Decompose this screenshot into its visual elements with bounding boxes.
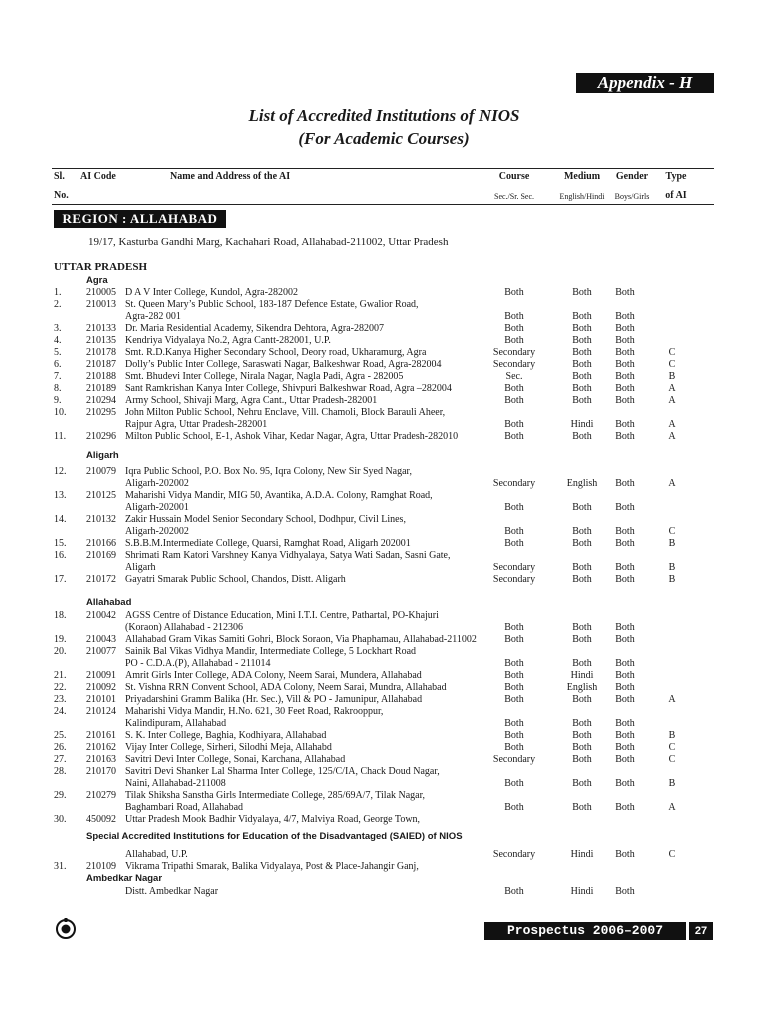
cell-course: Both bbox=[504, 311, 524, 322]
section-allahabad: Allahabad bbox=[86, 597, 132, 608]
cell-type: A bbox=[668, 478, 676, 489]
page-number: 27 bbox=[689, 922, 713, 940]
table-row bbox=[0, 814, 768, 826]
cell-type: A bbox=[668, 802, 676, 813]
table-row bbox=[0, 323, 768, 335]
cell-code: 210101 bbox=[86, 694, 116, 705]
cell-medium: Both bbox=[572, 359, 592, 370]
footer-prospectus: Prospectus 2006–2007 bbox=[484, 922, 686, 940]
cell-gender: Both bbox=[615, 335, 635, 346]
nios-logo-icon bbox=[55, 917, 77, 939]
cell-code: 210013 bbox=[86, 299, 116, 310]
cell-code: 210296 bbox=[86, 431, 116, 442]
cell-name: Tilak Shiksha Sanstha Girls Intermediate College, 285/69A/7, Tilak Nagar, bbox=[125, 790, 426, 801]
cell-gender: Both bbox=[615, 634, 635, 645]
cell-course: Both bbox=[504, 395, 524, 406]
header-top-rule bbox=[52, 168, 714, 169]
table-row bbox=[0, 371, 768, 383]
table-row bbox=[0, 574, 768, 586]
appendix-label: Appendix - H bbox=[576, 73, 714, 93]
cell-medium: Both bbox=[572, 502, 592, 513]
cell-name: Uttar Pradesh Mook Badhir Vidyalaya, 4/7, Malviya Road, George Town, bbox=[125, 814, 421, 825]
cell-sl: 16. bbox=[54, 550, 67, 561]
cell-sl: 26. bbox=[54, 742, 67, 753]
cell-course: Secondary bbox=[492, 754, 536, 765]
cell-name: Smt. Bhudevi Inter College, Nirala Nagar, Nagla Padi, Agra - 282005 bbox=[125, 371, 404, 382]
cell-medium: Hindi bbox=[570, 886, 594, 897]
cell-sl: 7. bbox=[54, 371, 62, 382]
cell-sl: 11. bbox=[54, 431, 67, 442]
cell-gender: Both bbox=[615, 502, 635, 513]
table-row bbox=[0, 490, 768, 502]
cell-sl: 13. bbox=[54, 490, 67, 501]
table-row bbox=[0, 419, 768, 431]
cell-type: C bbox=[668, 359, 676, 370]
cell-sl: 12. bbox=[54, 466, 67, 477]
table-row bbox=[0, 550, 768, 562]
cell-medium: Hindi bbox=[570, 849, 594, 860]
table-row bbox=[0, 646, 768, 658]
cell-course: Both bbox=[504, 730, 524, 741]
cell-gender: Both bbox=[615, 670, 635, 681]
cell-medium: Hindi bbox=[570, 670, 594, 681]
cell-course: Both bbox=[504, 634, 524, 645]
cell-gender: Both bbox=[615, 359, 635, 370]
table-row bbox=[0, 287, 768, 299]
cell-medium: Hindi bbox=[570, 419, 594, 430]
cell-gender: Both bbox=[615, 718, 635, 729]
table-row bbox=[0, 742, 768, 754]
cell-name: AGSS Centre of Distance Education, Mini I.T.I. Centre, Pathartal, PO-Khajuri bbox=[125, 610, 439, 621]
cell-type: C bbox=[668, 754, 676, 765]
cell-sl: 2. bbox=[54, 299, 62, 310]
cell-sl: 3. bbox=[54, 323, 62, 334]
cell-course: Both bbox=[504, 502, 524, 513]
cell-name: Aligarh-202002 bbox=[125, 526, 189, 537]
cell-type: B bbox=[668, 730, 676, 741]
header-gender-sub: Boys/Girls bbox=[614, 192, 650, 201]
cell-course: Secondary bbox=[492, 478, 536, 489]
header-medium: Medium bbox=[563, 171, 601, 182]
cell-gender: Both bbox=[615, 538, 635, 549]
cell-course: Both bbox=[504, 622, 524, 633]
cell-name: Sainik Bal Vikas Vidhya Mandir, Intermediate College, 5 Lockhart Road bbox=[125, 646, 417, 657]
cell-medium: Both bbox=[572, 371, 592, 382]
cell-type: C bbox=[668, 526, 676, 537]
cell-course: Both bbox=[504, 538, 524, 549]
cell-sl: 6. bbox=[54, 359, 62, 370]
section-aligarh: Aligarh bbox=[86, 450, 119, 461]
cell-code: 210170 bbox=[86, 766, 116, 777]
cell-medium: English bbox=[566, 478, 598, 489]
cell-medium: Both bbox=[572, 718, 592, 729]
cell-name: Maharishi Vidya Mandir, H.No. 621, 30 Feet Road, Rakrooppur, bbox=[125, 706, 384, 717]
cell-course: Sec. bbox=[505, 371, 523, 382]
header-course-sub: Sec./Sr. Sec. bbox=[494, 192, 534, 201]
cell-name: Distt. Ambedkar Nagar bbox=[125, 886, 219, 897]
cell-type: A bbox=[668, 419, 676, 430]
table-row bbox=[0, 395, 768, 407]
cell-code: 210043 bbox=[86, 634, 116, 645]
cell-gender: Both bbox=[615, 478, 635, 489]
table-row bbox=[0, 706, 768, 718]
cell-course: Both bbox=[504, 886, 524, 897]
cell-code: 210079 bbox=[86, 466, 116, 477]
cell-name: Savitri Devi Shanker Lal Sharma Inter College, 125/C/IA, Chack Doud Nagar, bbox=[125, 766, 440, 777]
cell-medium: Both bbox=[572, 622, 592, 633]
cell-course: Both bbox=[504, 682, 524, 693]
cell-code: 210178 bbox=[86, 347, 116, 358]
table-row bbox=[0, 634, 768, 646]
cell-type: C bbox=[668, 347, 676, 358]
cell-code: 210161 bbox=[86, 730, 116, 741]
cell-gender: Both bbox=[615, 574, 635, 585]
cell-course: Both bbox=[504, 802, 524, 813]
cell-course: Both bbox=[504, 526, 524, 537]
table-row bbox=[0, 562, 768, 574]
section-agra: Agra bbox=[86, 275, 108, 286]
cell-course: Secondary bbox=[492, 562, 536, 573]
cell-code: 210295 bbox=[86, 407, 116, 418]
cell-name: Kalindipuram, Allahabad bbox=[125, 718, 227, 729]
cell-course: Both bbox=[504, 742, 524, 753]
cell-sl: 30. bbox=[54, 814, 67, 825]
table-row bbox=[0, 299, 768, 311]
cell-name: Aligarh-202001 bbox=[125, 502, 189, 513]
cell-medium: Both bbox=[572, 574, 592, 585]
cell-code: 210166 bbox=[86, 538, 116, 549]
cell-name: Rajpur Agra, Uttar Pradesh-282001 bbox=[125, 419, 268, 430]
cell-course: Both bbox=[504, 383, 524, 394]
cell-gender: Both bbox=[615, 287, 635, 298]
cell-name: S. K. Inter College, Baghia, Kodhiyara, Allahabad bbox=[125, 730, 327, 741]
cell-name: Allahabad, U.P. bbox=[125, 849, 188, 860]
cell-sl: 8. bbox=[54, 383, 62, 394]
table-row bbox=[0, 478, 768, 490]
table-row bbox=[0, 682, 768, 694]
cell-sl: 15. bbox=[54, 538, 67, 549]
state-heading: UTTAR PRADESH bbox=[54, 261, 148, 273]
cell-name: Smt. R.D.Kanya Higher Secondary School, Deory road, Ukharamurg, Agra bbox=[125, 347, 427, 358]
cell-medium: Both bbox=[572, 347, 592, 358]
cell-gender: Both bbox=[615, 395, 635, 406]
cell-gender: Both bbox=[615, 802, 635, 813]
cell-name: Allahabad Gram Vikas Samiti Gohri, Block Soraon, Via Phaphamau, Allahabad-211002 bbox=[125, 634, 477, 645]
table-row bbox=[0, 886, 768, 898]
cell-code: 210172 bbox=[86, 574, 116, 585]
cell-medium: Both bbox=[572, 802, 592, 813]
cell-course: Secondary bbox=[492, 574, 536, 585]
cell-sl: 4. bbox=[54, 335, 62, 346]
table-row bbox=[0, 790, 768, 802]
cell-medium: Both bbox=[572, 754, 592, 765]
table-row bbox=[0, 861, 768, 873]
cell-medium: Both bbox=[572, 634, 592, 645]
cell-sl: 9. bbox=[54, 395, 62, 406]
cell-gender: Both bbox=[615, 371, 635, 382]
cell-gender: Both bbox=[615, 742, 635, 753]
cell-gender: Both bbox=[615, 383, 635, 394]
table-row bbox=[0, 335, 768, 347]
cell-sl: 24. bbox=[54, 706, 67, 717]
header-gender: Gender bbox=[615, 171, 649, 182]
section-ambedkar-nagar: Ambedkar Nagar bbox=[86, 873, 163, 884]
cell-course: Both bbox=[504, 287, 524, 298]
cell-code: 210132 bbox=[86, 514, 116, 525]
cell-medium: Both bbox=[572, 742, 592, 753]
cell-code: 210187 bbox=[86, 359, 116, 370]
table-row bbox=[0, 658, 768, 670]
table-row bbox=[0, 502, 768, 514]
cell-code: 210294 bbox=[86, 395, 116, 406]
cell-name: Iqra Public School, P.O. Box No. 95, Iqra Colony, New Sir Syed Nagar, bbox=[125, 466, 412, 477]
cell-gender: Both bbox=[615, 622, 635, 633]
cell-course: Both bbox=[504, 431, 524, 442]
cell-medium: Both bbox=[572, 431, 592, 442]
region-address: 19/17, Kasturba Gandhi Marg, Kachahari Road, Allahabad-211002, Uttar Pradesh bbox=[88, 236, 449, 248]
cell-name: Priyadarshini Gramm Balika (Hr. Sec.), Vill & PO - Jamunipur, Allahabad bbox=[125, 694, 423, 705]
section-saied: Special Accredited Institutions for Education of the Disadvantaged (SAIED) of NIOS bbox=[86, 831, 463, 842]
cell-sl: 19. bbox=[54, 634, 67, 645]
cell-name: Savitri Devi Inter College, Sonai, Karchana, Allahabad bbox=[125, 754, 346, 765]
cell-medium: Both bbox=[572, 323, 592, 334]
table-row bbox=[0, 778, 768, 790]
cell-name: D A V Inter College, Kundol, Agra-282002 bbox=[125, 287, 298, 298]
cell-course: Both bbox=[504, 323, 524, 334]
cell-type: C bbox=[668, 849, 676, 860]
cell-name: Naini, Allahabad-211008 bbox=[125, 778, 226, 789]
table-row bbox=[0, 359, 768, 371]
cell-code: 210109 bbox=[86, 861, 116, 872]
cell-gender: Both bbox=[615, 323, 635, 334]
cell-name: PO - C.D.A.(P), Allahabad - 211014 bbox=[125, 658, 271, 669]
table-row bbox=[0, 383, 768, 395]
cell-gender: Both bbox=[615, 431, 635, 442]
cell-name: Vikrama Tripathi Smarak, Balika Vidyalaya, Post & Place-Jahangir Ganj, bbox=[125, 861, 419, 872]
cell-type: B bbox=[668, 371, 676, 382]
cell-gender: Both bbox=[615, 562, 635, 573]
region-banner: REGION : ALLAHABAD bbox=[54, 210, 226, 228]
cell-sl: 31. bbox=[54, 861, 67, 872]
cell-course: Secondary bbox=[492, 849, 536, 860]
cell-course: Secondary bbox=[492, 359, 536, 370]
cell-code: 210091 bbox=[86, 670, 116, 681]
header-ai-code: AI Code bbox=[80, 171, 116, 182]
cell-code: 210124 bbox=[86, 706, 116, 717]
cell-type: A bbox=[668, 395, 676, 406]
cell-gender: Both bbox=[615, 311, 635, 322]
cell-type: B bbox=[668, 538, 676, 549]
cell-course: Both bbox=[504, 658, 524, 669]
table-row bbox=[0, 718, 768, 730]
table-row bbox=[0, 766, 768, 778]
cell-name: Baghambari Road, Allahabad bbox=[125, 802, 244, 813]
cell-sl: 20. bbox=[54, 646, 67, 657]
cell-course: Both bbox=[504, 718, 524, 729]
cell-type: A bbox=[668, 431, 676, 442]
cell-sl: 1. bbox=[54, 287, 62, 298]
cell-gender: Both bbox=[615, 849, 635, 860]
cell-medium: Both bbox=[572, 658, 592, 669]
cell-gender: Both bbox=[615, 419, 635, 430]
cell-course: Both bbox=[504, 778, 524, 789]
cell-medium: Both bbox=[572, 538, 592, 549]
cell-name: (Koraon) Allahabad - 212306 bbox=[125, 622, 244, 633]
header-course: Course bbox=[498, 171, 530, 182]
table-row bbox=[0, 849, 768, 861]
cell-type: A bbox=[668, 383, 676, 394]
cell-name: St. Queen Mary’s Public School, 183-187 Defence Estate, Gwalior Road, bbox=[125, 299, 419, 310]
cell-medium: Both bbox=[572, 383, 592, 394]
cell-name: Shrimati Ram Katori Varshney Kanya Vidhyalaya, Satya Wati Sadan, Sasni Gate, bbox=[125, 550, 451, 561]
header-no: No. bbox=[54, 190, 69, 201]
header-type: Type bbox=[665, 171, 687, 182]
cell-medium: Both bbox=[572, 526, 592, 537]
cell-name: S.B.B.M.Intermediate College, Quarsi, Ramghat Road, Aligarh 202001 bbox=[125, 538, 411, 549]
table-row bbox=[0, 622, 768, 634]
cell-sl: 17. bbox=[54, 574, 67, 585]
table-row bbox=[0, 526, 768, 538]
cell-medium: Both bbox=[572, 287, 592, 298]
cell-medium: Both bbox=[572, 562, 592, 573]
cell-name: St. Vishna RRN Convent School, ADA Colony, Neem Sarai, Mundra, Allahabad bbox=[125, 682, 447, 693]
table-row bbox=[0, 466, 768, 478]
table-row bbox=[0, 538, 768, 550]
table-row bbox=[0, 802, 768, 814]
cell-code: 210125 bbox=[86, 490, 116, 501]
cell-medium: English bbox=[566, 682, 598, 693]
cell-name: Amrit Girls Inter College, ADA Colony, Neem Sarai, Mundera, Allahabad bbox=[125, 670, 422, 681]
cell-gender: Both bbox=[615, 730, 635, 741]
cell-medium: Both bbox=[572, 335, 592, 346]
cell-medium: Both bbox=[572, 778, 592, 789]
header-sl: Sl. bbox=[54, 171, 65, 182]
page-subtitle: (For Academic Courses) bbox=[298, 129, 470, 148]
cell-sl: 22. bbox=[54, 682, 67, 693]
cell-gender: Both bbox=[615, 658, 635, 669]
cell-medium: Both bbox=[572, 694, 592, 705]
table-row bbox=[0, 311, 768, 323]
header-type-sub: of AI bbox=[665, 190, 687, 201]
cell-code: 210279 bbox=[86, 790, 116, 801]
cell-code: 210169 bbox=[86, 550, 116, 561]
cell-sl: 18. bbox=[54, 610, 67, 621]
cell-code: 210135 bbox=[86, 335, 116, 346]
cell-name: Dolly’s Public Inter College, Saraswati Nagar, Balkeshwar Road, Agra-282004 bbox=[125, 359, 442, 370]
cell-name: Maharishi Vidya Mandir, MIG 50, Avantika, A.D.A. Colony, Ramghat Road, bbox=[125, 490, 433, 501]
cell-course: Both bbox=[504, 694, 524, 705]
table-row bbox=[0, 347, 768, 359]
cell-course: Both bbox=[504, 670, 524, 681]
cell-code: 210077 bbox=[86, 646, 116, 657]
cell-course: Both bbox=[504, 419, 524, 430]
table-row bbox=[0, 610, 768, 622]
cell-name: Aligarh-202002 bbox=[125, 478, 189, 489]
cell-gender: Both bbox=[615, 754, 635, 765]
cell-gender: Both bbox=[615, 682, 635, 693]
table-row bbox=[0, 514, 768, 526]
cell-type: A bbox=[668, 694, 676, 705]
cell-sl: 21. bbox=[54, 670, 67, 681]
cell-name: Gayatri Smarak Public School, Chandos, Distt. Aligarh bbox=[125, 574, 346, 585]
cell-code: 450092 bbox=[86, 814, 116, 825]
cell-type: B bbox=[668, 778, 676, 789]
cell-gender: Both bbox=[615, 694, 635, 705]
cell-gender: Both bbox=[615, 886, 635, 897]
cell-code: 210042 bbox=[86, 610, 116, 621]
header-name-address: Name and Address of the AI bbox=[170, 171, 291, 182]
page-title: List of Accredited Institutions of NIOS bbox=[248, 106, 520, 125]
table-row bbox=[0, 670, 768, 682]
cell-name: Vijay Inter College, Sirheri, Silodhi Meja, Allahabd bbox=[125, 742, 332, 753]
cell-type: C bbox=[668, 742, 676, 753]
cell-code: 210005 bbox=[86, 287, 116, 298]
cell-name: Aligarh bbox=[125, 562, 156, 573]
cell-medium: Both bbox=[572, 730, 592, 741]
cell-name: John Milton Public School, Nehru Enclave, Vill. Chamoli, Block Barauli Aheer, bbox=[125, 407, 446, 418]
cell-code: 210188 bbox=[86, 371, 116, 382]
cell-name: Dr. Maria Residential Academy, Sikendra Dehtora, Agra-282007 bbox=[125, 323, 385, 334]
cell-name: Zakir Hussain Model Senior Secondary School, Dodhpur, Civil Lines, bbox=[125, 514, 406, 525]
cell-name: Kendriya Vidyalaya No.2, Agra Cantt-282001, U.P. bbox=[125, 335, 331, 346]
table-row bbox=[0, 694, 768, 706]
cell-name: Agra-282 001 bbox=[125, 311, 181, 322]
cell-type: B bbox=[668, 562, 676, 573]
table-row bbox=[0, 431, 768, 443]
cell-course: Secondary bbox=[492, 347, 536, 358]
cell-sl: 27. bbox=[54, 754, 67, 765]
cell-type: B bbox=[668, 574, 676, 585]
header-medium-sub: English/Hindi bbox=[559, 192, 605, 201]
table-row bbox=[0, 407, 768, 419]
cell-medium: Both bbox=[572, 311, 592, 322]
cell-sl: 14. bbox=[54, 514, 67, 525]
cell-name: Army School, Shivaji Marg, Agra Cant., Uttar Pradesh-282001 bbox=[125, 395, 378, 406]
cell-gender: Both bbox=[615, 347, 635, 358]
cell-code: 210189 bbox=[86, 383, 116, 394]
cell-sl: 28. bbox=[54, 766, 67, 777]
cell-sl: 23. bbox=[54, 694, 67, 705]
cell-code: 210092 bbox=[86, 682, 116, 693]
table-row bbox=[0, 754, 768, 766]
cell-sl: 5. bbox=[54, 347, 62, 358]
cell-gender: Both bbox=[615, 778, 635, 789]
header-bottom-rule bbox=[52, 204, 714, 205]
cell-sl: 25. bbox=[54, 730, 67, 741]
cell-sl: 29. bbox=[54, 790, 67, 801]
table-row bbox=[0, 730, 768, 742]
cell-code: 210163 bbox=[86, 754, 116, 765]
cell-name: Sant Ramkrishan Kanya Inter College, Shivpuri Balkeshwar Road, Agra –282004 bbox=[125, 383, 452, 394]
cell-code: 210162 bbox=[86, 742, 116, 753]
cell-gender: Both bbox=[615, 526, 635, 537]
cell-sl: 10. bbox=[54, 407, 67, 418]
cell-name: Milton Public School, E-1, Ashok Vihar, Kedar Nagar, Agra, Uttar Pradesh-282010 bbox=[125, 431, 459, 442]
cell-code: 210133 bbox=[86, 323, 116, 334]
cell-course: Both bbox=[504, 335, 524, 346]
cell-medium: Both bbox=[572, 395, 592, 406]
